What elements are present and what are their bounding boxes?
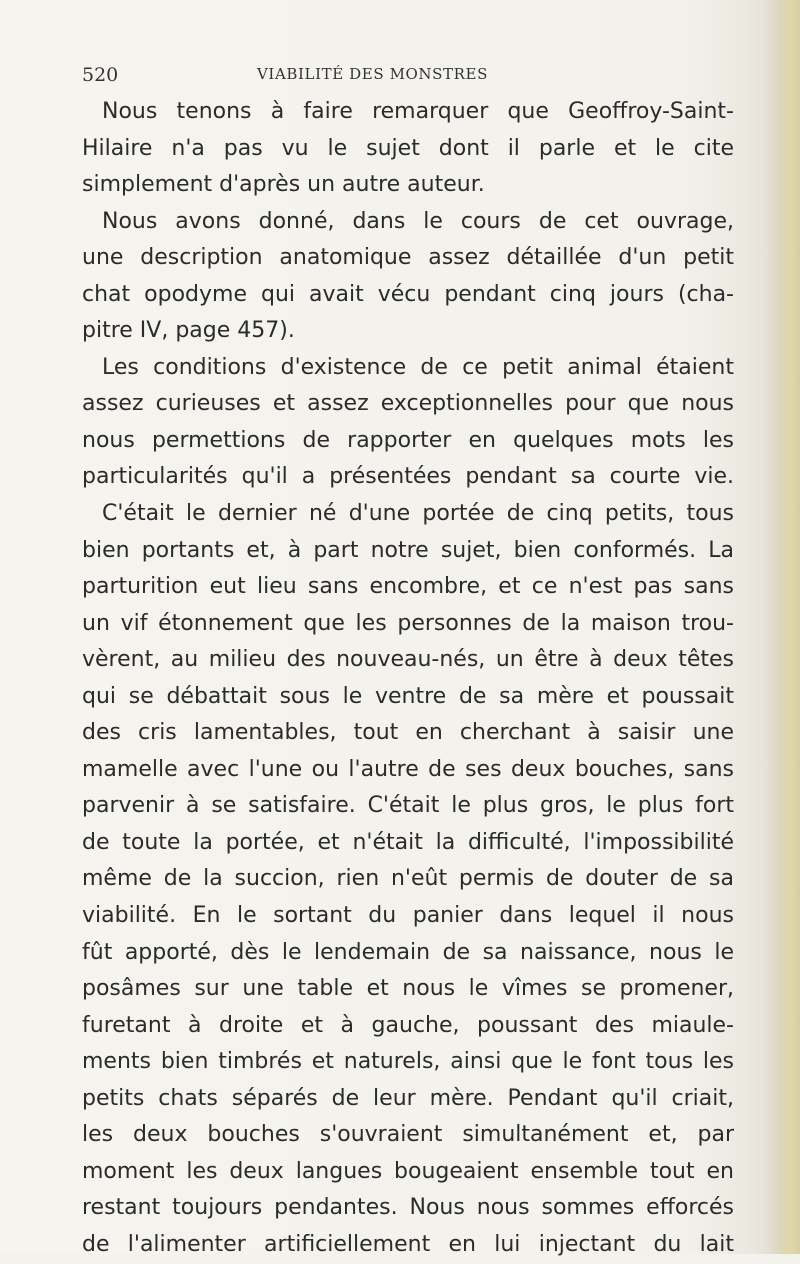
text-line: une description anatomique assez détaillée d'un petit	[82, 245, 734, 271]
body-text	[82, 94, 734, 1264]
text-line: des cris lamentables, tout en cherchant à saisir une	[82, 720, 734, 746]
text-line: nous permettions de rapporter en quelques mots les	[82, 427, 734, 453]
text-line: bien portants et, à part notre sujet, bien conformés. La	[82, 537, 734, 563]
page-binding-edge	[764, 0, 800, 1254]
text-line: qui se débattait sous le ventre de sa mère et poussait	[82, 683, 734, 709]
text-line: restant toujours pendantes. Nous nous sommes efforcés	[82, 1195, 734, 1221]
text-line: vèrent, au milieu des nouveau-nés, un être à deux têtes	[82, 647, 734, 673]
text-line: assez curieuses et assez exceptionnelles pour que nous	[82, 391, 734, 417]
text-line: de toute la portée, et n'était la difficulté, l'impossibilité	[82, 829, 734, 855]
text-line: pitre IV, page 457).	[82, 318, 295, 344]
text-line: les deux bouches s'ouvraient simultanément et, par	[82, 1122, 734, 1148]
text-line: petits chats séparés de leur mère. Pendant qu'il criait,	[82, 1085, 734, 1111]
text-line: particularités qu'il a présentées pendant sa courte vie.	[82, 464, 734, 490]
text-line: de l'alimenter artificiellement en lui injectant du lait	[82, 1231, 734, 1257]
page-number: 520	[82, 64, 119, 86]
text-line: mamelle avec l'une ou l'autre de ses deux bouches, sans	[82, 756, 734, 782]
text-line: chat opodyme qui avait vécu pendant cinq jours (cha-	[82, 281, 734, 307]
text-line: parturition eut lieu sans encombre, et ce n'est pas sans	[82, 574, 734, 600]
text-line: Hilaire n'a pas vu le sujet dont il parle et le cite	[82, 135, 734, 161]
text-line: ments bien timbrés et naturels, ainsi que le font tous les	[82, 1049, 734, 1075]
text-line: fût apporté, dès le lendemain de sa naissance, nous le	[82, 939, 734, 965]
text-line: posâmes sur une table et nous le vîmes se promener,	[82, 976, 734, 1002]
text-line: Les conditions d'existence de ce petit animal étaient	[102, 354, 734, 380]
text-line: viabilité. En le sortant du panier dans lequel il nous	[82, 903, 734, 929]
running-title: VIABILITÉ DES MONSTRES	[257, 65, 488, 83]
text-line: furetant à droite et à gauche, poussant des miaule-	[82, 1012, 734, 1038]
page-header	[82, 62, 730, 88]
text-line: C'était le dernier né d'une portée de cinq petits, tous	[102, 501, 734, 527]
text-line: Nous avons donné, dans le cours de cet ouvrage,	[102, 208, 734, 234]
text-line: simplement d'après un autre auteur.	[82, 172, 485, 198]
text-line: Nous tenons à faire remarquer que Geoffroy-Saint-	[102, 99, 734, 124]
text-line: parvenir à se satisfaire. C'était le plus gros, le plus fort	[82, 793, 734, 819]
text-line: même de la succion, rien n'eût permis de douter de sa	[82, 866, 734, 892]
text-line: moment les deux langues bougeaient ensemble tout en	[82, 1158, 734, 1184]
text-line: un vif étonnement que les personnes de la maison trou-	[82, 610, 734, 636]
